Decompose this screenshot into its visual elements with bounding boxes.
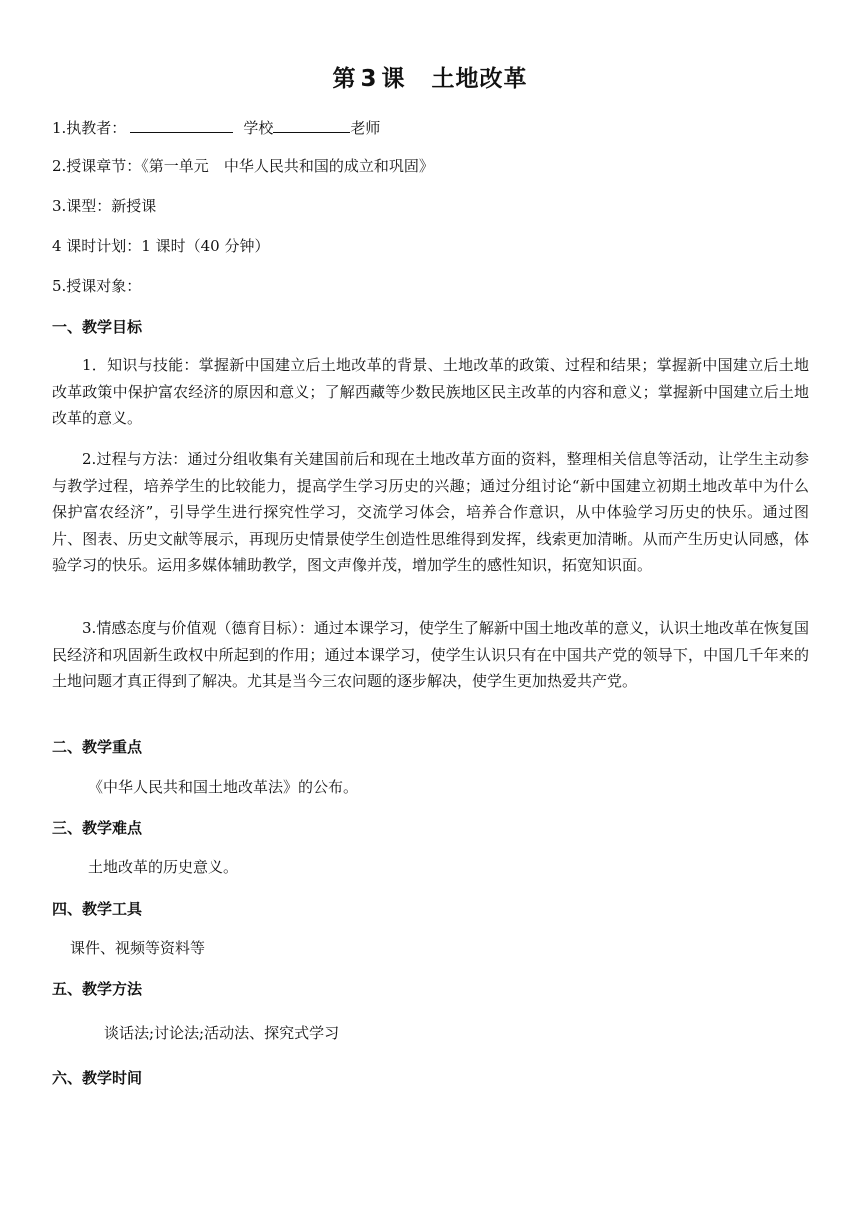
key-points-heading: 二、教学重点 [52,738,143,756]
key-points-text: 《中华人民共和国土地改革法》的公布。 [88,778,359,796]
teacher-blank-field[interactable] [130,116,233,133]
methods-heading: 五、教学方法 [52,980,143,998]
goals-knowledge-paragraph: 1．知识与技能：掌握新中国建立后土地改革的背景、土地改革的政策、过程和结果；掌握新中国建立后土地改革政策中保护富农经济的原因和意义；了解西藏等少数民族地区民主改革的内容和意义；掌握新中国建立后土地改革的意义。 [52,356,809,427]
tools-text: 课件、视频等资料等 [70,939,206,957]
teacher-label: 1.执教者： [52,119,127,137]
goals-process-paragraph: 2.过程与方法：通过分组收集有关建国前后和现在土地改革方面的资料，整理相关信息等活动，让学生主动参与教学过程，培养学生的比较能力，提高学生学习历史的兴趣；通过分组讨论“新中国建立初期土地改革中为什么保护富农经济”，引导学生进行探究性学习，交流学习体会，培养合作意识，从中体验学习历史的快乐。通过图片、图表、历史文献等展示，再现历史情景使学生创造性思维得到发挥，线索更加清晰。从而产生历史认同感，体验学习的快乐。运用多媒体辅助教学，图文声像并茂，增加学生的感性知识，拓宽知识面。 [52,450,809,574]
title-lesson-word: 课 [381,66,406,92]
difficulties-text: 土地改革的历史意义。 [88,858,239,876]
title-topic: 土地改革 [431,66,528,92]
chapter-line: 2.授课章节：《第一单元 中华人民共和国的成立和巩固》 [52,157,434,175]
school-blank-field[interactable] [273,116,350,133]
teacher-line [52,116,380,138]
lesson-plan-line: 4 课时计划：1 课时（40 分钟） [52,237,270,255]
lesson-title [0,60,860,93]
methods-text: 谈话法;讨论法;活动法、探究式学习 [104,1024,340,1042]
lesson-type-line: 3.课型：新授课 [52,197,157,215]
tools-heading: 四、教学工具 [52,900,143,918]
goals-attitude-paragraph: 3.情感态度与价值观（德育目标）：通过本课学习，使学生了解新中国土地改革的意义，认识土地改革在恢复国民经济和巩固新生政权中所起到的作用；通过本课学习，使学生认识只有在中国共产党的领导下，中国几千年来的土地问题才真正得到了解决。尤其是当今三农问题的逐步解决，使学生更加热爱共产党。 [52,619,809,690]
teacher-suffix: 老师 [350,119,381,137]
difficulties-heading: 三、教学难点 [52,819,143,837]
audience-line: 5.授课对象： [52,277,142,295]
time-heading: 六、教学时间 [52,1069,143,1087]
title-number: 3 [360,66,378,92]
school-suffix: 学校 [243,119,274,137]
title-prefix: 第 [332,66,357,92]
goals-heading: 一、教学目标 [52,318,143,336]
